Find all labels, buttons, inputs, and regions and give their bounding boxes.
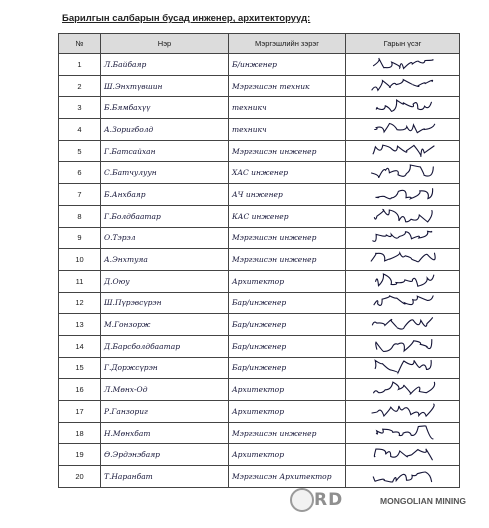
row-number: 2: [59, 75, 101, 97]
signature-scribble-icon: [363, 228, 443, 245]
row-qualification: Мэргэшсэн инженер: [229, 249, 346, 271]
row-signature: [346, 162, 460, 184]
row-signature: [346, 314, 460, 336]
row-signature: [346, 270, 460, 292]
row-signature: [346, 184, 460, 206]
table-row: [59, 162, 460, 184]
table-row: [59, 444, 460, 466]
table-row: [59, 401, 460, 423]
row-qualification: Мэргэшсэн инженер: [229, 422, 346, 444]
row-name: Г.Доржсүрэн: [101, 357, 229, 379]
row-name: Л.Мөнх-Од: [101, 379, 229, 401]
table-row: [59, 422, 460, 444]
row-qualification: Бар/инженер: [229, 314, 346, 336]
row-number: 15: [59, 357, 101, 379]
row-number: 12: [59, 292, 101, 314]
row-signature: [346, 75, 460, 97]
row-qualification: Мэргэшсэн техник: [229, 75, 346, 97]
signature-scribble-icon: [363, 207, 443, 224]
signature-scribble-icon: [363, 424, 443, 441]
row-name: Ө.Эрдэнэбаяр: [101, 444, 229, 466]
section-heading: Барилгын салбарын бусад инженер, архитекторууд:: [62, 13, 311, 24]
signature-scribble-icon: [363, 250, 443, 267]
signature-scribble-icon: [363, 337, 443, 354]
row-number: 4: [59, 119, 101, 141]
row-signature: [346, 54, 460, 76]
row-signature: [346, 249, 460, 271]
row-name: А.Энхтуяа: [101, 249, 229, 271]
signature-scribble-icon: [363, 98, 443, 115]
signature-scribble-icon: [363, 142, 443, 159]
row-number: 7: [59, 184, 101, 206]
table-row: [59, 357, 460, 379]
company-logo: [282, 484, 489, 528]
row-signature: [346, 119, 460, 141]
row-signature: [346, 401, 460, 423]
table-row: [59, 75, 460, 97]
row-name: Н.Мөнхбат: [101, 422, 229, 444]
table-row: [59, 97, 460, 119]
signature-scribble-icon: [363, 163, 443, 180]
row-signature: [346, 292, 460, 314]
row-qualification: техникч: [229, 119, 346, 141]
signature-scribble-icon: [363, 445, 443, 462]
table-row: [59, 140, 460, 162]
row-name: Л.Байбаяр: [101, 54, 229, 76]
table-row: [59, 379, 460, 401]
logo-letters: RD: [314, 490, 344, 510]
row-qualification: Бар/инженер: [229, 357, 346, 379]
row-qualification: Бар/инженер: [229, 292, 346, 314]
row-qualification: Мэргэшсэн инженер: [229, 140, 346, 162]
table-row: [59, 335, 460, 357]
row-qualification: АЧ инженер: [229, 184, 346, 206]
signature-scribble-icon: [363, 315, 443, 332]
row-qualification: Архитектор: [229, 444, 346, 466]
row-name: Д.Барсболдбаатар: [101, 335, 229, 357]
row-signature: [346, 422, 460, 444]
signature-scribble-icon: [363, 77, 443, 94]
row-name: Ш.Энхтүвшин: [101, 75, 229, 97]
row-signature: [346, 357, 460, 379]
row-name: Д.Оюу: [101, 270, 229, 292]
row-number: 10: [59, 249, 101, 271]
col-header-name: Нэр: [101, 34, 229, 54]
signature-table: [58, 33, 460, 488]
row-number: 13: [59, 314, 101, 336]
table-row: [59, 119, 460, 141]
row-name: Г.Болдбаатар: [101, 205, 229, 227]
table-row: [59, 314, 460, 336]
row-signature: [346, 227, 460, 249]
row-number: 17: [59, 401, 101, 423]
row-signature: [346, 205, 460, 227]
row-qualification: Архитектор: [229, 379, 346, 401]
row-qualification: ХАС инженер: [229, 162, 346, 184]
signature-scribble-icon: [363, 402, 443, 419]
company-name: MONGOLIAN MINING: [380, 496, 466, 506]
row-number: 9: [59, 227, 101, 249]
row-signature: [346, 335, 460, 357]
table-row: [59, 292, 460, 314]
row-qualification: техникч: [229, 97, 346, 119]
signature-scribble-icon: [363, 120, 443, 137]
row-number: 18: [59, 422, 101, 444]
table-row: [59, 270, 460, 292]
col-header-signature: Гарын үсэг: [346, 34, 460, 54]
row-qualification: Мэргэшсэн Архитектор: [229, 466, 346, 488]
table-row: [59, 227, 460, 249]
row-number: 5: [59, 140, 101, 162]
table-row: [59, 249, 460, 271]
row-qualification: Бар/инженер: [229, 335, 346, 357]
table-row: [59, 205, 460, 227]
signature-scribble-icon: [363, 293, 443, 310]
row-name: С.Батчулуун: [101, 162, 229, 184]
row-signature: [346, 97, 460, 119]
row-qualification: Мэргэшсэн инженер: [229, 227, 346, 249]
row-name: Т.Наранбат: [101, 466, 229, 488]
row-number: 3: [59, 97, 101, 119]
row-qualification: Архитектор: [229, 401, 346, 423]
row-number: 11: [59, 270, 101, 292]
col-header-number: №: [59, 34, 101, 54]
signature-scribble-icon: [363, 358, 443, 375]
row-signature: [346, 140, 460, 162]
row-qualification: Б/инженер: [229, 54, 346, 76]
table-row: [59, 184, 460, 206]
row-number: 6: [59, 162, 101, 184]
logo-mountain-icon: [290, 488, 314, 512]
row-name: О.Тэрэл: [101, 227, 229, 249]
row-signature: [346, 444, 460, 466]
row-qualification: Архитектор: [229, 270, 346, 292]
row-signature: [346, 379, 460, 401]
signature-scribble-icon: [363, 467, 443, 484]
row-number: 20: [59, 466, 101, 488]
signature-scribble-icon: [363, 380, 443, 397]
row-number: 14: [59, 335, 101, 357]
table-header-row: [59, 34, 460, 54]
signature-scribble-icon: [363, 272, 443, 289]
signature-scribble-icon: [363, 185, 443, 202]
row-number: 1: [59, 54, 101, 76]
table-row: [59, 54, 460, 76]
row-number: 19: [59, 444, 101, 466]
row-name: Ш.Пүрэвсүрэн: [101, 292, 229, 314]
row-qualification: КАС инженер: [229, 205, 346, 227]
row-name: М.Гонзорж: [101, 314, 229, 336]
row-name: Р.Ганзориг: [101, 401, 229, 423]
row-number: 16: [59, 379, 101, 401]
signature-scribble-icon: [363, 55, 443, 72]
row-name: А.Зоригболд: [101, 119, 229, 141]
row-name: Б.Анхбаяр: [101, 184, 229, 206]
col-header-qualification: Мэргэшлийн зэрэг: [229, 34, 346, 54]
row-name: Б.Бямбахүү: [101, 97, 229, 119]
row-name: Г.Батсайхан: [101, 140, 229, 162]
row-number: 8: [59, 205, 101, 227]
